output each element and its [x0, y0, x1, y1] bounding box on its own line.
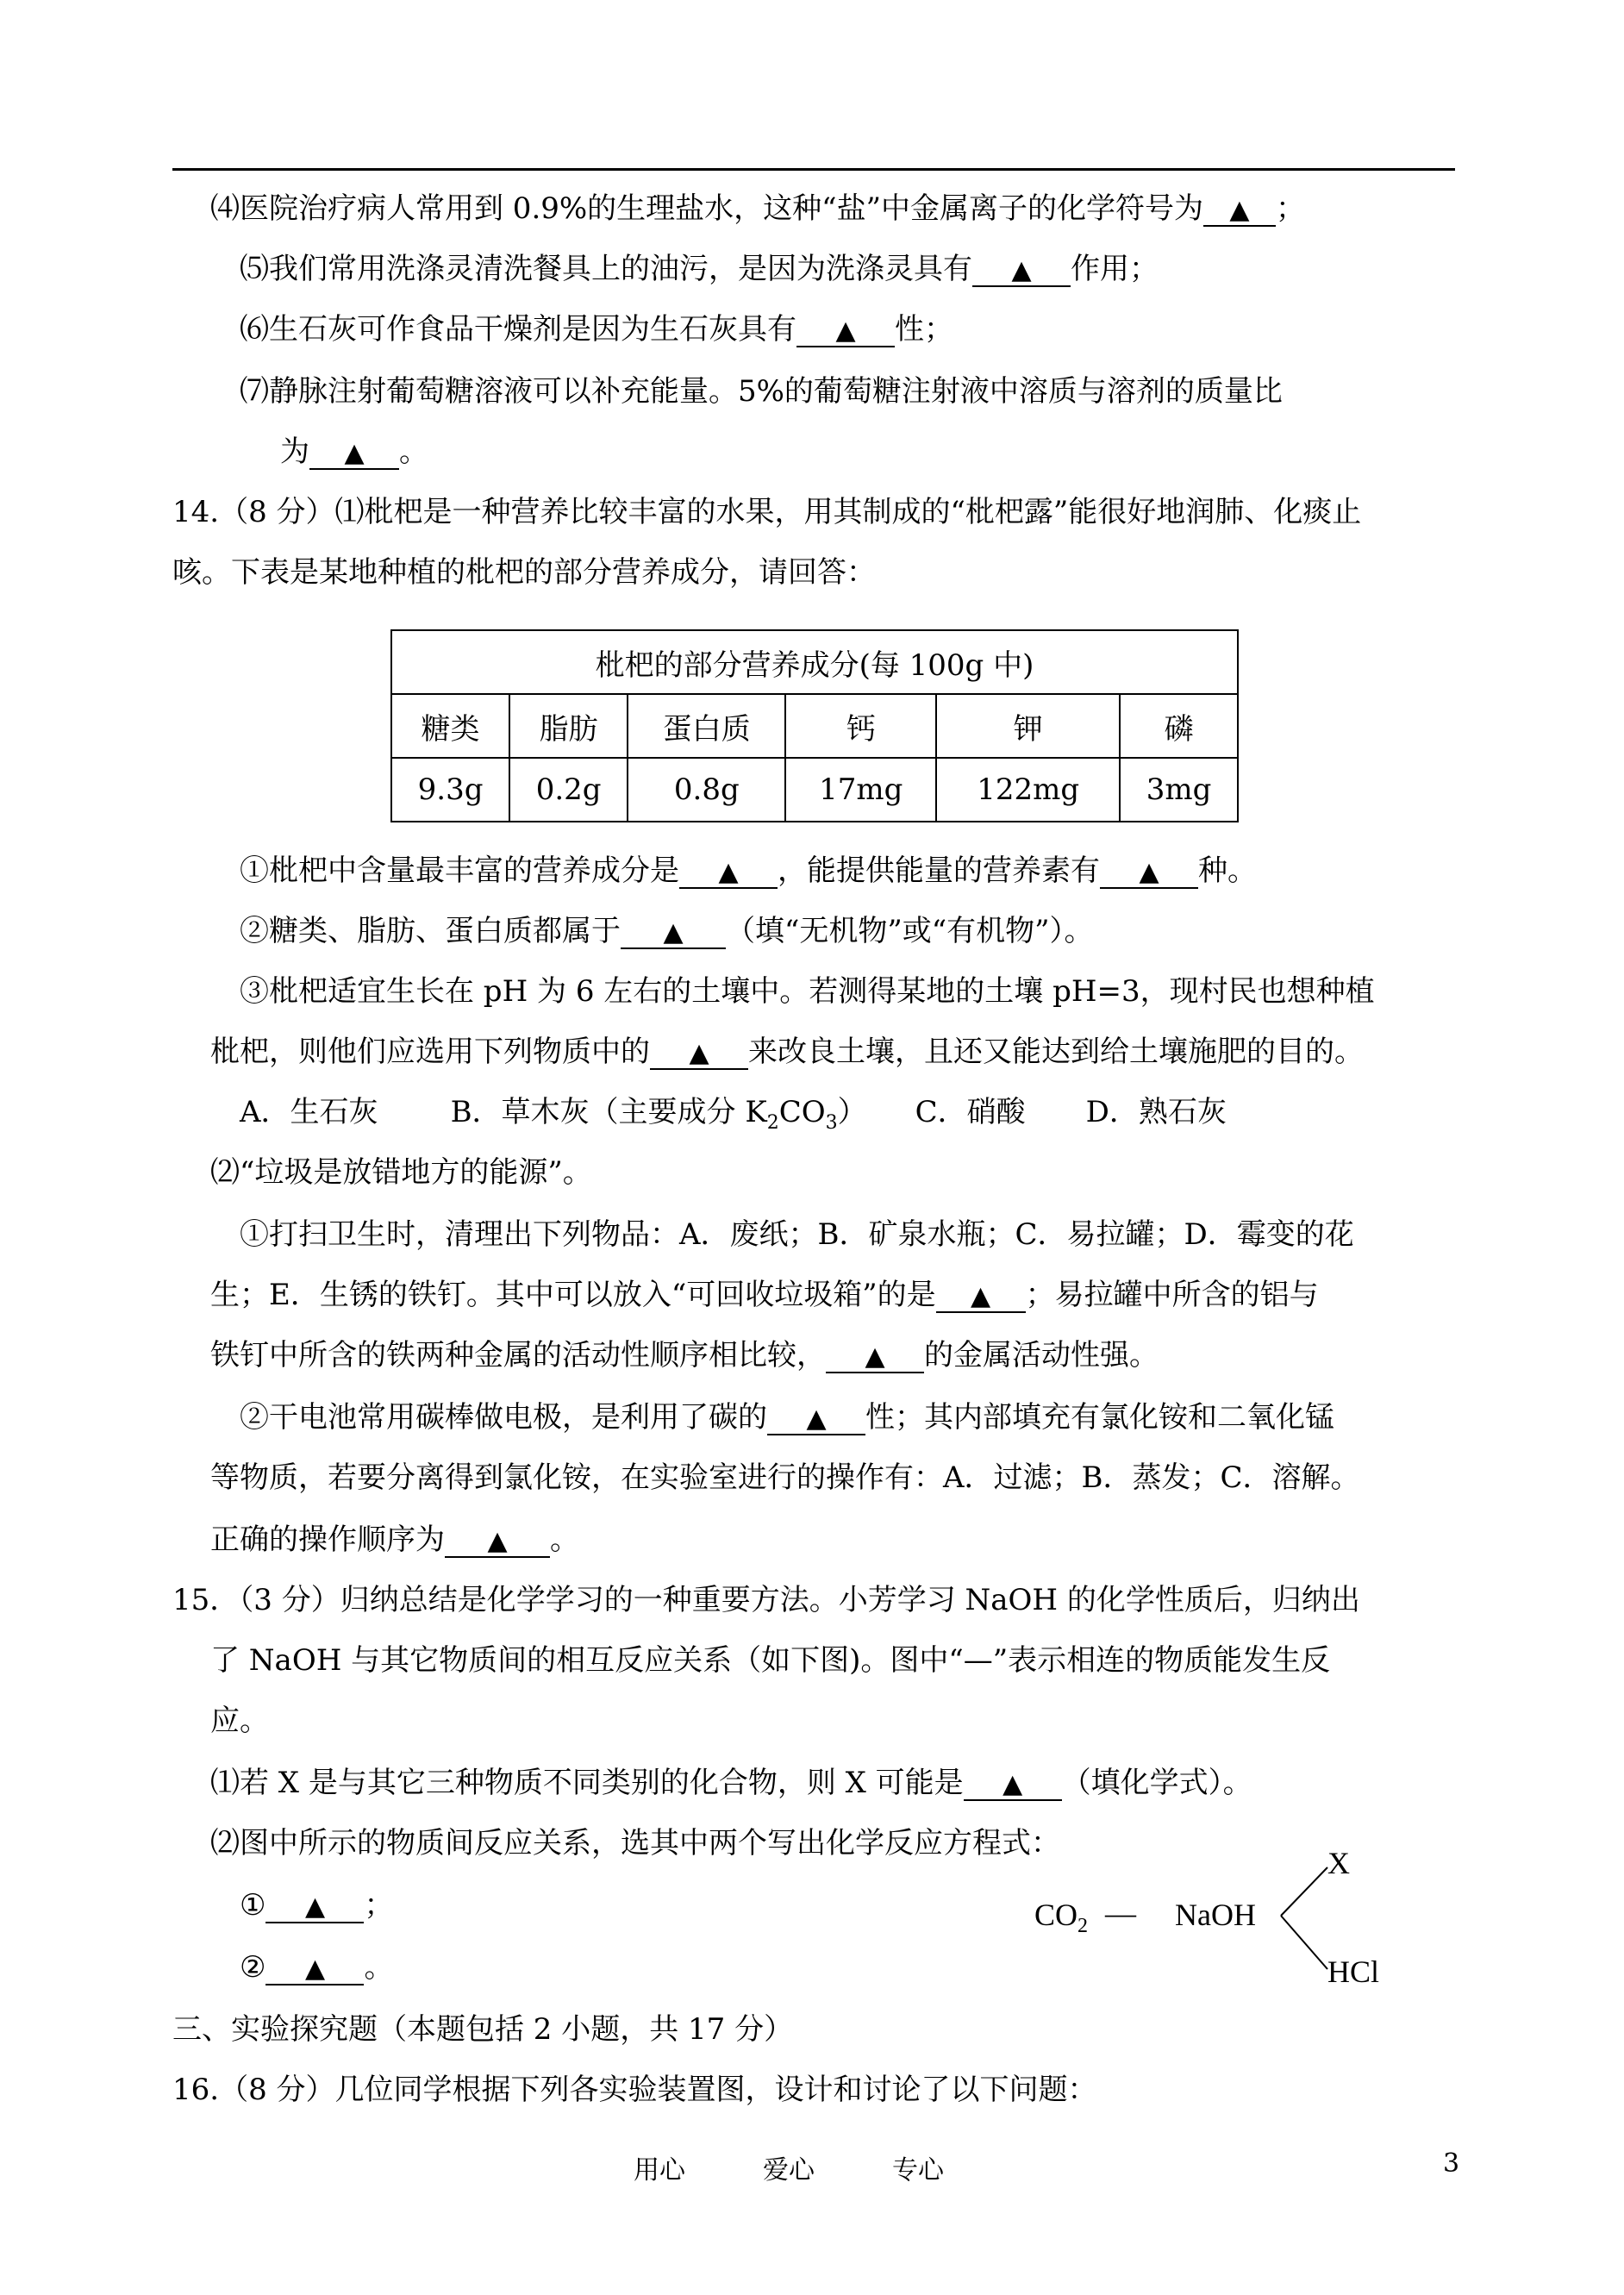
answer-blank[interactable] — [826, 1339, 924, 1373]
question-14-1-3-line2 — [210, 1035, 1364, 1070]
item-4 — [210, 191, 1305, 227]
item-6-text: ⑹生石灰可作食品干燥剂是因为生石灰具有 — [240, 312, 796, 347]
table-header-row — [391, 694, 1238, 758]
answer-blank[interactable] — [265, 1951, 364, 1985]
option-d: D．熟石灰 — [1085, 1095, 1227, 1129]
table-header-cell: 钙 — [785, 694, 936, 758]
diagram-hcl-label: HCl — [1327, 1954, 1380, 1989]
q14-1-3-suffix: 来改良土壤，且还又能达到给土壤施肥的目的。 — [748, 1035, 1364, 1069]
answer-blank[interactable] — [1203, 192, 1276, 227]
question-14-2-2-line3 — [210, 1523, 579, 1558]
q15-2-2-num: ② — [240, 1950, 266, 1985]
q15-2-1-suffix: ； — [364, 1888, 394, 1923]
naoh-reaction-diagram — [1034, 1845, 1465, 2000]
table-header-cell: 脂肪 — [509, 694, 628, 758]
question-14-line1: 14.（8 分）⑴枇杷是一种营养比较丰富的水果，用其制成的“枇杷露”能很好地润肺、化痰止 — [172, 495, 1362, 529]
diagram-dash: — — [1105, 1896, 1136, 1930]
table-title: 枇杷的部分营养成分(每 100g 中) — [391, 630, 1238, 694]
item-4-text: ⑷医院治疗病人常用到 0.9%的生理盐水，这种“盐”中金属离子的化学符号为 — [210, 191, 1203, 226]
q14-1-3-text: 枇杷，则他们应选用下列物质中的 — [210, 1035, 650, 1069]
q14-2-2-text: ②干电池常用碳棒做电极，是利用了碳的 — [240, 1400, 767, 1435]
q14-2-2-suffix: 性；其内部填充有氯化铵和二氧化锰 — [865, 1400, 1334, 1435]
question-15-line2: 了 NaOH 与其它物质间的相互反应关系（如下图)。图中“—”表示相连的物质能发生反 — [210, 1643, 1331, 1678]
q14-2-1-text: 生；E．生锈的铁钉。其中可以放入“可回收垃圾箱”的是 — [210, 1278, 936, 1312]
answer-blank[interactable] — [796, 313, 895, 347]
section-3-heading: 三、实验探究题（本题包括 2 小题，共 17 分） — [172, 2012, 794, 2047]
q14-1-1-suffix: 种。 — [1198, 854, 1257, 888]
page-number: 3 — [1443, 2148, 1460, 2179]
answer-blank[interactable] — [964, 1767, 1062, 1801]
q14-2-1-text2: 铁钉中所含的铁两种金属的活动性顺序相比较， — [210, 1338, 826, 1373]
table-cell: 3mg — [1120, 758, 1238, 822]
item-7-line2 — [280, 435, 428, 470]
table-cell: 9.3g — [391, 758, 509, 822]
diagram-x-label: X — [1327, 1846, 1350, 1880]
answer-blank[interactable] — [1100, 854, 1198, 889]
table-header-cell: 糖类 — [391, 694, 509, 758]
question-15-2: ⑵图中所示的物质间反应关系，选其中两个写出化学反应方程式： — [210, 1826, 1060, 1860]
option-b-formula: CO — [778, 1095, 826, 1129]
answer-blank[interactable] — [621, 915, 726, 949]
question-16: 16.（8 分）几位同学根据下列各实验装置图，设计和讨论了以下问题： — [172, 2073, 1097, 2107]
option-b-text: B．草木灰（主要成分 K — [450, 1095, 767, 1129]
q14-2-2-text2: 正确的操作顺序为 — [210, 1523, 445, 1557]
q15-1-suffix: （填化学式）。 — [1061, 1766, 1252, 1800]
answer-blank[interactable] — [767, 1401, 865, 1435]
question-14-line2: 咳。下表是某地种植的枇杷的部分营养成分，请回答： — [172, 555, 876, 590]
diagram-naoh-label: NaOH — [1175, 1898, 1256, 1932]
item-5 — [240, 252, 1159, 287]
q15-2-1-num: ① — [240, 1888, 266, 1923]
table-title-row — [391, 630, 1238, 694]
question-14-2-heading: ⑵“垃圾是放错地方的能源”。 — [210, 1155, 592, 1190]
option-b-close: ） — [837, 1095, 867, 1129]
answer-blank[interactable] — [936, 1279, 1026, 1313]
answer-blank[interactable] — [265, 1889, 364, 1923]
question-14-1-2 — [240, 914, 1094, 949]
item-6-suffix: 性； — [895, 312, 953, 347]
co2-text: CO — [1034, 1898, 1078, 1932]
table-header-cell: 蛋白质 — [628, 694, 785, 758]
answer-blank[interactable] — [309, 435, 399, 470]
q14-1-2-suffix: （填“无机物”或“有机物”）。 — [726, 914, 1094, 948]
header-rule — [172, 168, 1455, 171]
item-6 — [240, 312, 953, 347]
subscript: 2 — [1077, 1915, 1089, 1938]
item-7-prefix: 为 — [280, 435, 309, 469]
answer-blank[interactable] — [679, 854, 778, 889]
question-14-2-1-line2 — [210, 1278, 1319, 1313]
question-15-line3: 应。 — [210, 1704, 269, 1738]
table-cell: 122mg — [936, 758, 1120, 822]
table-cell: 0.8g — [628, 758, 785, 822]
answer-blank[interactable] — [650, 1035, 748, 1070]
question-14-2-2-line1 — [240, 1400, 1334, 1435]
q14-2-1-suffix: ；易拉罐中所含的铝与 — [1025, 1278, 1319, 1312]
table-cell: 0.2g — [509, 758, 628, 822]
question-14-1-1 — [240, 854, 1257, 889]
item-5-suffix: 作用； — [1071, 252, 1159, 286]
q14-1-1-mid: ，能提供能量的营养素有 — [778, 854, 1100, 888]
footer-motto: 用心 爱心 专心 — [634, 2155, 944, 2186]
table-cell: 17mg — [785, 758, 936, 822]
question-14-2-1-line3 — [210, 1338, 1159, 1373]
q15-1-text: ⑴若 X 是与其它三种物质不同类别的化合物，则 X 可能是 — [210, 1766, 964, 1800]
q15-2-2-suffix: 。 — [364, 1950, 394, 1985]
diagram-co2-label — [1034, 1897, 1088, 1938]
q14-2-1-suffix2: 的金属活动性强。 — [924, 1338, 1159, 1373]
option-b — [450, 1095, 867, 1134]
question-15-2-2 — [240, 1950, 393, 1985]
q14-1-1-text: ①枇杷中含量最丰富的营养成分是 — [240, 854, 679, 888]
option-a: A．生石灰 — [240, 1095, 378, 1129]
subscript: 2 — [766, 1111, 779, 1134]
question-15-line1: 15．（3 分）归纳总结是化学学习的一种重要方法。小芳学习 NaOH 的化学性质后，归纳出 — [172, 1583, 1360, 1617]
question-14-2-2-line2: 等物质，若要分离得到氯化铵，在实验室进行的操作有：A．过滤；B．蒸发；C．溶解。 — [210, 1460, 1360, 1495]
question-15-1 — [210, 1766, 1252, 1801]
answer-blank[interactable] — [972, 253, 1071, 287]
question-14-1-3-line1: ③枇杷适宜生长在 pH 为 6 左右的土壤中。若测得某地的土壤 pH=3，现村民也想种植 — [240, 974, 1375, 1009]
table-header-cell: 钾 — [936, 694, 1120, 758]
item-4-suffix: ； — [1275, 191, 1305, 226]
question-14-options — [240, 1095, 1227, 1141]
item-7-line1: ⑺静脉注射葡萄糖溶液可以补充能量。5%的葡萄糖注射液中溶质与溶剂的质量比 — [240, 374, 1283, 409]
item-5-text: ⑸我们常用洗涤灵清洗餐具上的油污，是因为洗涤灵具有 — [240, 252, 972, 286]
option-c: C．硝酸 — [915, 1095, 1026, 1129]
answer-blank[interactable] — [445, 1523, 550, 1558]
question-14-2-1-line1: ①打扫卫生时，清理出下列物品：A．废纸；B．矿泉水瓶；C．易拉罐；D．霉变的花 — [240, 1217, 1354, 1252]
item-7-suffix: 。 — [399, 435, 428, 469]
nutrition-table — [390, 629, 1239, 822]
table-header-cell: 磷 — [1120, 694, 1238, 758]
q14-2-2-suffix2: 。 — [550, 1523, 579, 1557]
question-15-2-1 — [240, 1888, 393, 1923]
q14-1-2-text: ②糖类、脂肪、蛋白质都属于 — [240, 914, 621, 948]
subscript: 3 — [825, 1111, 838, 1134]
table-row — [391, 758, 1238, 822]
